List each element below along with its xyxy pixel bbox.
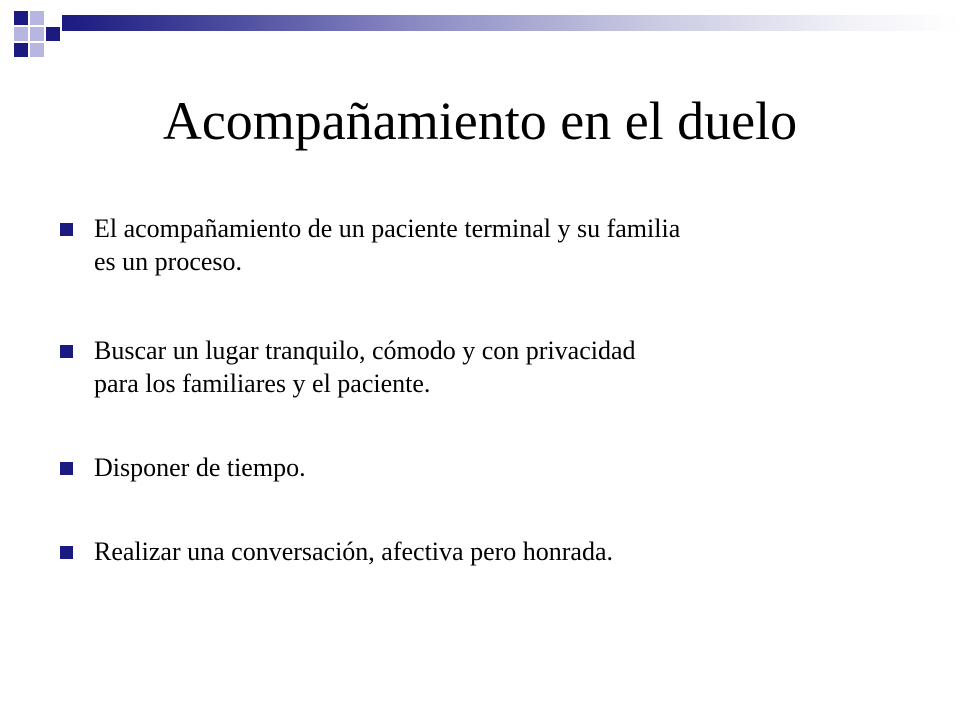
square-bullet-icon — [60, 546, 73, 559]
bullet-text — [94, 535, 914, 568]
square-bullet-icon — [60, 462, 73, 475]
square-bullet-icon — [60, 345, 73, 358]
square-bullet-icon — [60, 223, 73, 236]
bullet-line: El acompañamiento de un paciente terminal y su familia — [94, 214, 681, 243]
bullet-line: es un proceso. — [94, 247, 243, 276]
slide-title: Acompañamiento en el duelo — [162, 91, 798, 151]
bullet-text — [94, 212, 914, 278]
bullet-line: Realizar una conversación, afectiva pero honrada. — [94, 537, 614, 566]
bullet-line: Buscar un lugar tranquilo, cómodo y con privacidad — [94, 336, 636, 365]
bullet-text — [94, 334, 914, 400]
bullet-line: para los familiares y el paciente. — [94, 369, 431, 398]
bullet-line: Disponer de tiempo. — [94, 453, 306, 482]
bullet-text — [94, 451, 914, 484]
